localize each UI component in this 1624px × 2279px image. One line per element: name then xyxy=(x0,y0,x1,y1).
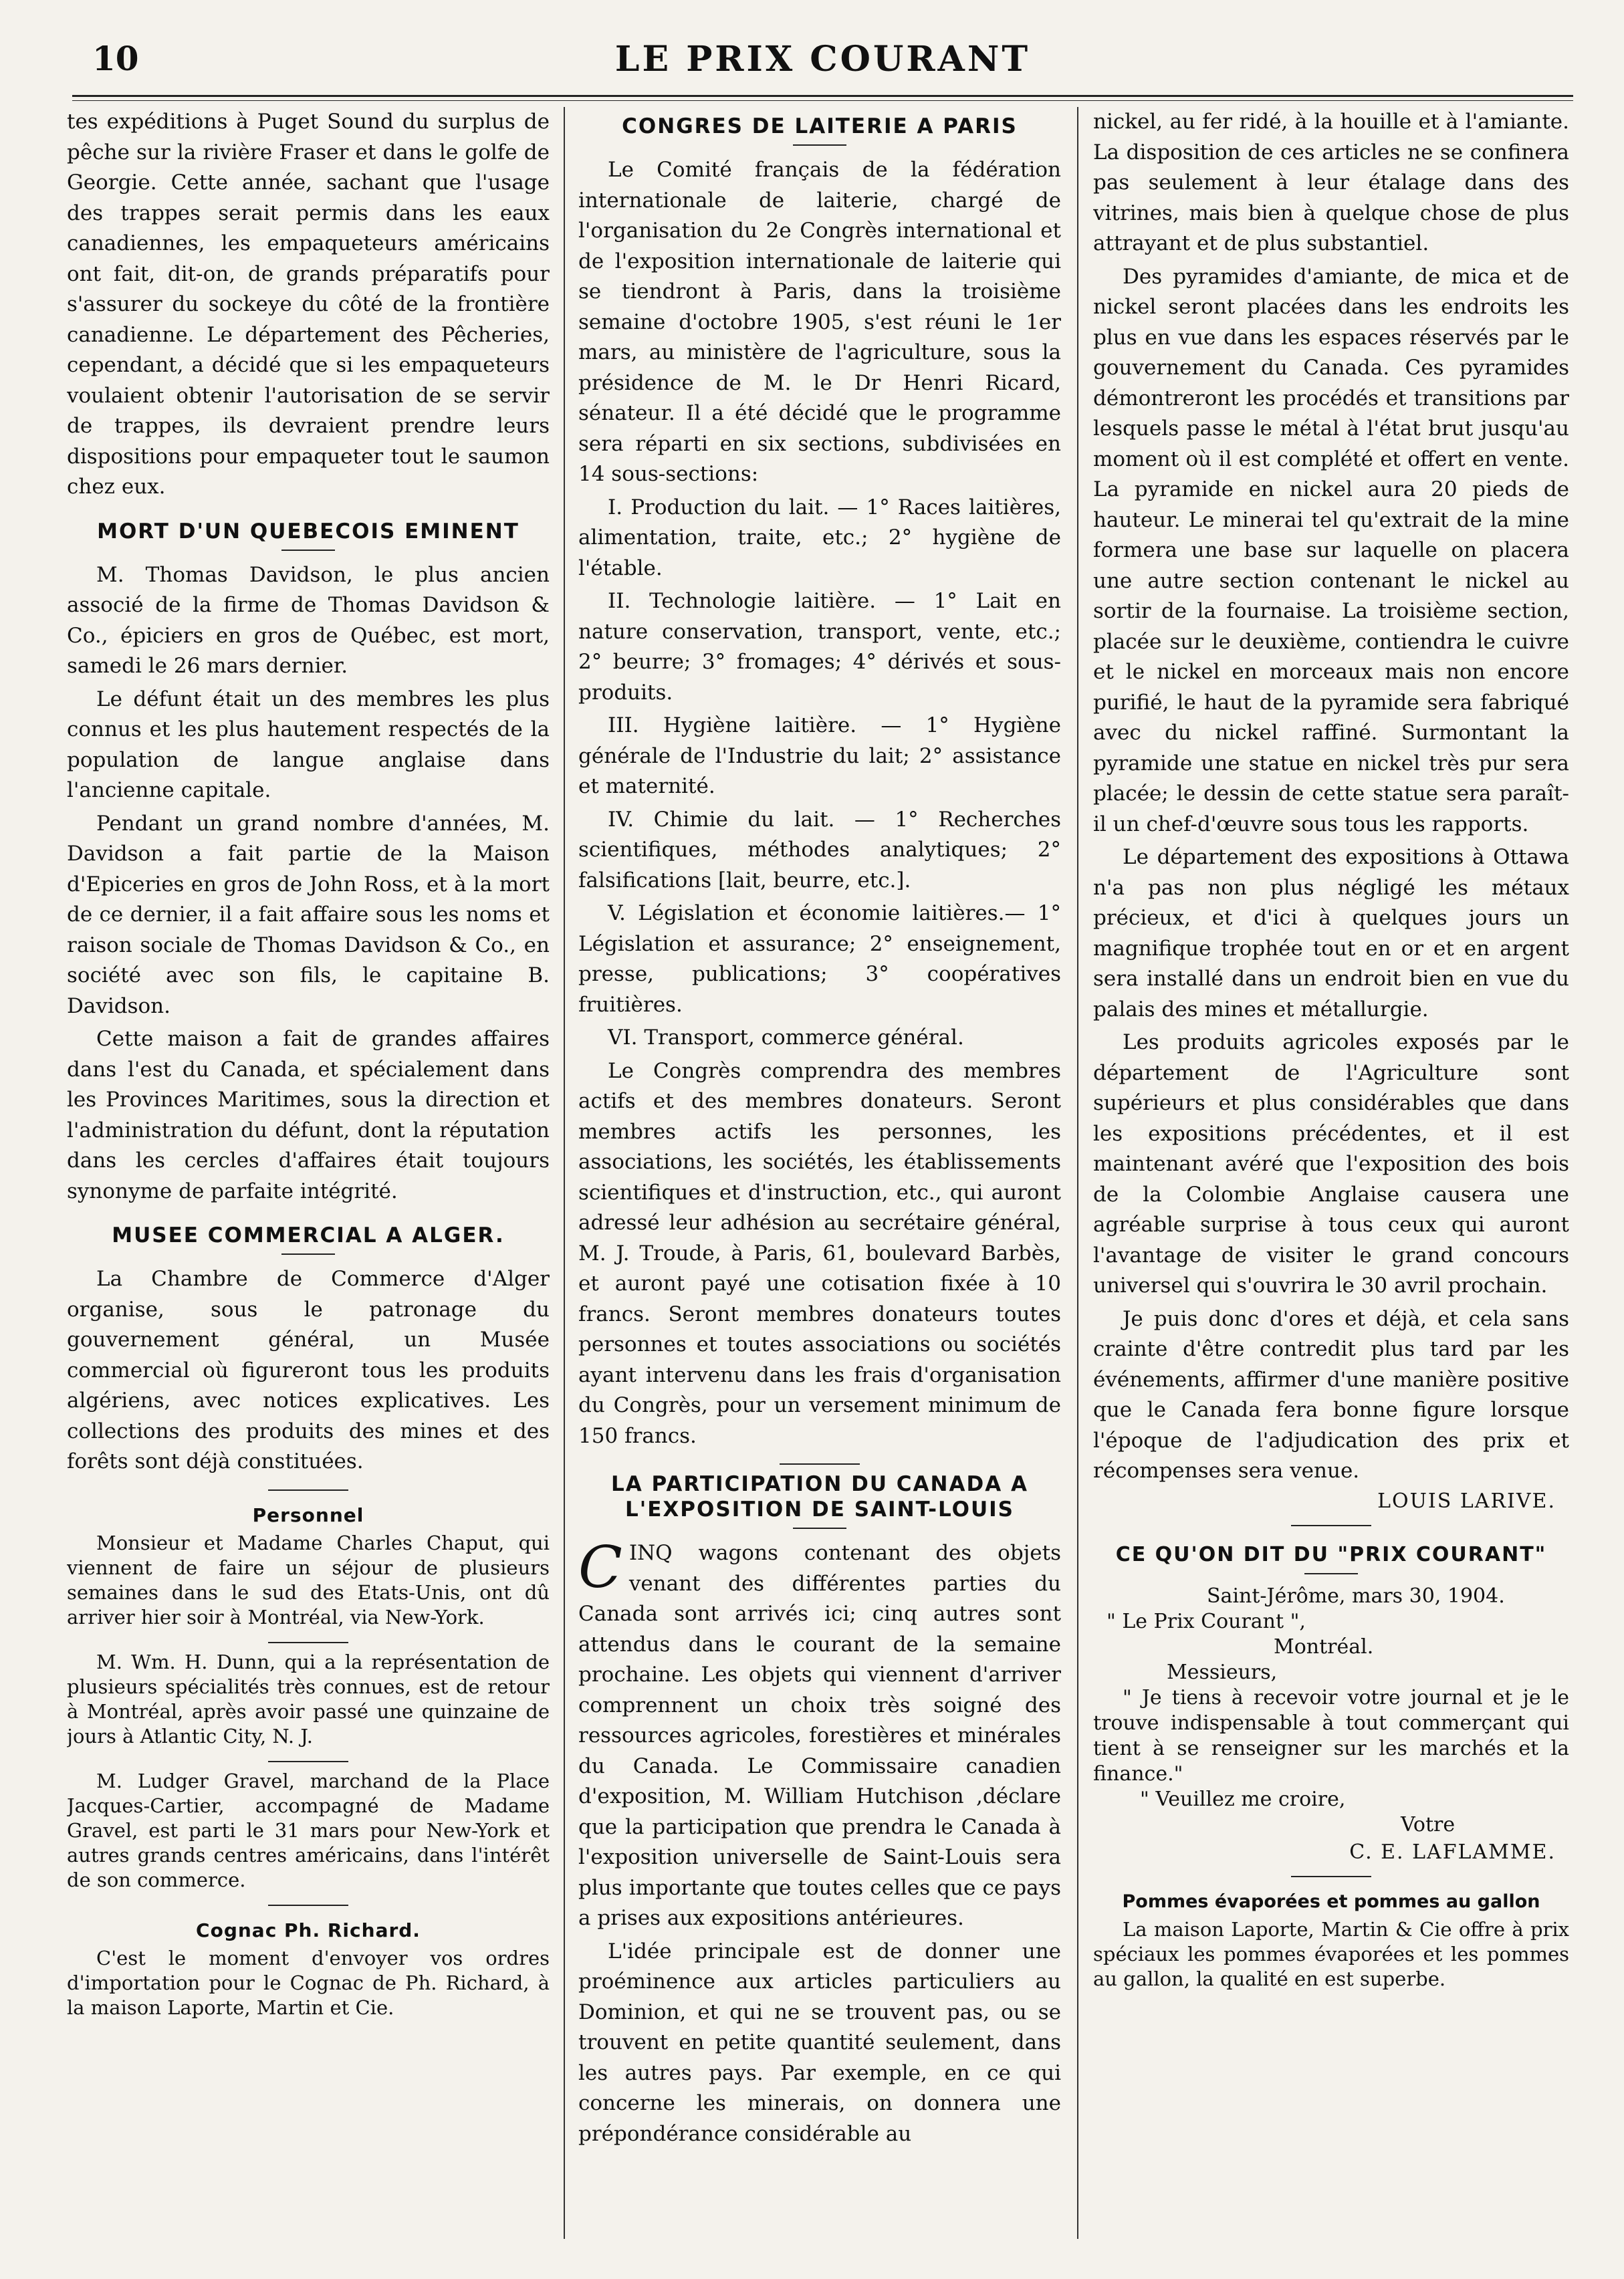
article-paragraph: Pendant un grand nombre d'années, M. Davidson a fait partie de la Maison d'Epiceries en gros de John Ross, et à la mort de ce dernier, il a fait affaire sous les noms et raison sociale de Thomas Davidson & Co., en société avec son fils, le capitaine B. Davidson. xyxy=(67,811,550,1018)
article-paragraph: Le Comité français de la fédération internationale de laiterie, chargé de l'organisation du 2e Congrès international et de l'exposition internationale de laiterie qui se tiendront à Paris, dans la troisième semaine d'octobre 1905, s'est réuni le 1er mars, au ministère de l'agriculture, sous la présidence de M. le Dr Henri Ricard, sénateur. Il a été décidé que le programme sera réparti en six sections, subdivisées en 14 sous-sections: xyxy=(578,158,1061,486)
article-paragraph: Le défunt était un des membres les plus connus et les plus hautement respectés de la population de langue anglaise dans l'ancienne capitale. xyxy=(67,687,550,802)
section-separator xyxy=(780,1463,860,1465)
title-rule xyxy=(281,550,335,551)
article-text: INQ wagons contenant des objets venant des différentes parties du Canada sont arrivés ici; cinq autres sont attendus dans le courant de la semaine prochaine. Les objets qui viennent d'arriver comprennent un choix très soigné des ressources agricoles, forestières et minérales du Canada. Le Commissaire canadien d'exposition, M. William Hutchison ,déclare que la participation que prendra le Canada à l'exposition universelle de Saint-Louis sera plus importante que toutes celles que ce pays a prises aux expositions antérieures. xyxy=(578,1541,1061,1930)
article-paragraph: C'est le moment d'envoyer vos ordres d'importation pour le Cognac de Ph. Richard, à la maison Laporte, Martin et Cie. xyxy=(67,1946,550,2019)
header-rule-thin xyxy=(72,100,1573,101)
column-divider xyxy=(1077,107,1078,2239)
article-paragraph: VI. Transport, commerce général. xyxy=(608,1026,964,1050)
drop-cap: C xyxy=(578,1534,622,1601)
section-separator xyxy=(1291,1525,1371,1526)
section-separator xyxy=(268,1642,348,1643)
article-paragraph: V. Législation et économie laitières.— 1° Législation et assurance; 2° enseignement, presse, publications; 3° coopératives fruitières. xyxy=(578,901,1061,1017)
article-title-personnel: Personnel xyxy=(252,1504,364,1526)
signature-larive: LOUIS LARIVE. xyxy=(1377,1489,1556,1513)
article-paragraph: M. Wm. H. Dunn, qui a la représentation de plusieurs spécialités très connues, est de retour à Montréal, après avoir passé une quinzaine de jours à Atlantic City, N. J. xyxy=(67,1650,550,1748)
column-3 xyxy=(1093,107,1569,2252)
article-paragraph: IV. Chimie du lait. — 1° Recherches scientifiques, méthodes analytiques; 2° falsifications [lait, beurre, etc.]. xyxy=(578,807,1061,892)
letter-recipient: " Le Prix Courant ", xyxy=(1107,1609,1306,1633)
article-paragraph: III. Hygiène laitière. — 1° Hygiène générale de l'Industrie du lait; 2° assistance et maternité. xyxy=(578,713,1061,798)
letter-closing: " Veuillez me croire, xyxy=(1140,1787,1346,1811)
article-title-mort: MORT D'UN QUEBECOIS EMINENT xyxy=(97,519,519,544)
article-paragraph: Je puis donc d'ores et déjà, et cela sans crainte d'être contredit plus tard par les événements, affirmer d'une manière positive que le Canada fera bonne figure lorsque l'époque de l'adjudication des prix et récompenses sera venue. xyxy=(1093,1306,1569,1483)
title-rule xyxy=(1304,1573,1358,1574)
masthead: LE PRIX COURANT xyxy=(614,39,1031,80)
letter-body: " Je tiens à recevoir votre journal et je le trouve indispensable à tout commerçant qui tient à se renseigner sur les marchés et la finance." xyxy=(1093,1685,1569,1786)
article-paragraph: Les produits agricoles exposés par le département de l'Agriculture sont supérieurs et plus considérables que dans les expositions précédentes, et il est maintenant avéré que l'exposition des bois de la Colombie Anglaise causera une agréable surprise à tous ceux qui auront l'avantage de visiter le grand concours universel qui s'ouvrira le 30 avril prochain. xyxy=(1093,1030,1569,1298)
article-title-ce-quon-dit: CE QU'ON DIT DU "PRIX COURANT" xyxy=(1115,1542,1547,1566)
article-paragraph: La Chambre de Commerce d'Alger organise, sous le patronage du gouvernement général, un Musée commercial où figureront tous les produits algériens, avec notices explicatives. Les collections des produits des mines et des forêts sont déjà constituées. xyxy=(67,1267,550,1473)
article-paragraph: I. Production du lait. — 1° Races laitières, alimentation, traite, etc.; 2° hygiène de l'étable. xyxy=(578,495,1061,580)
letter-votre: Votre xyxy=(1401,1812,1456,1836)
column-1 xyxy=(67,107,550,2252)
article-title-participation-2: L'EXPOSITION DE SAINT-LOUIS xyxy=(624,1497,1014,1522)
article-paragraph: Monsieur et Madame Charles Chaput, qui viennent de faire un séjour de plusieurs semaines dans le sud des Etats-Unis, ont dû arriver hier soir à Montréal, via New-York. xyxy=(67,1531,550,1629)
article-title-musee: MUSEE COMMERCIAL A ALGER. xyxy=(112,1223,505,1247)
article-paragraph: nickel, au fer ridé, à la houille et à l'amiante. La disposition de ces articles ne se confinera pas seulement à leur étalage dans des vitrines, mais bien à quelque chose de plus attrayant et de plus substantiel. xyxy=(1093,110,1569,255)
section-separator xyxy=(268,1489,348,1491)
article-paragraph: M. Ludger Gravel, marchand de la Place Jacques-Cartier, accompagné de Madame Gravel, est parti le 31 mars pour New-York et autres grands centres américains, dans l'intérêt de son commerce. xyxy=(67,1769,550,1891)
article-paragraph: Des pyramides d'amiante, de mica et de nickel seront placées dans les endroits les plus en vue dans les espaces réservés par le gouvernement du Canada. Ces pyramides démontreront les procédés et transitions par lesquels passe le métal à l'état brut jusqu'au moment où il est complété et offert en vente. La pyramide en nickel aura 20 pieds de hauteur. Le minerai tel qu'extrait de la mine formera une base sur laquelle on placera une autre section contenant le nickel au sortir de la fournaise. La troisième section, placée sur le deuxième, contiendra le cuivre et le nickel en morceaux mais non encore purifié, le haut de la pyramide sera fabriqué avec du nickel raffiné. Surmontant la pyramide une statue en nickel très pur sera placée; le dessin de cette statue sera paraît-il un chef-d'œuvre sous tous les rapports. xyxy=(1093,264,1569,836)
title-rule xyxy=(793,1528,846,1529)
article-paragraph: L'idée principale est de donner une proéminence aux articles particuliers au Dominion, et qui ne se trouvent pas, ou se trouvent en petite quantité seulement, dans les autres pays. Par exemple, en ce qui concerne les minerais, on donnera une prépondérance considérable au xyxy=(578,1939,1061,2146)
column-2 xyxy=(578,107,1061,2252)
article-paragraph: tes expéditions à Puget Sound du surplus de pêche sur la rivière Fraser et dans le golfe de Georgie. Cette année, sachant que l'usage des trappes serait permis dans les eaux canadiennes, les empaqueteurs américains ont fait, dit-on, de grands préparatifs pour s'assurer du sockeye du côté de la frontière canadienne. Le département des Pêcheries, cependant, a décidé que si les empaqueteurs voulaient obtenir l'autorisation de se servir de trappes, ils devraient prendre leurs dispositions pour empaqueter tout le saumon chez eux. xyxy=(67,110,550,499)
section-separator xyxy=(1291,1876,1371,1877)
letter-city: Montréal. xyxy=(1274,1635,1374,1659)
header-rule xyxy=(72,95,1573,97)
letter-place-date: Saint-Jérôme, mars 30, 1904. xyxy=(1207,1584,1505,1608)
article-title-participation-1: LA PARTICIPATION DU CANADA A xyxy=(611,1472,1028,1496)
signature-laflamme: C. E. LAFLAMME. xyxy=(1349,1840,1556,1864)
article-title-cognac: Cognac Ph. Richard. xyxy=(196,1919,421,1941)
article-paragraph: M. Thomas Davidson, le plus ancien associé de la firme de Thomas Davidson & Co., épiciers en gros de Québec, est mort, samedi le 26 mars dernier. xyxy=(67,562,550,678)
article-title-congres: CONGRES DE LAITERIE A PARIS xyxy=(622,114,1018,138)
title-rule xyxy=(281,1253,335,1255)
article-paragraph: Le département des expositions à Ottawa n'a pas non plus négligé les métaux précieux, et d'ici à quelques jours un magnifique trophée tout en or et en argent sera installé dans un endroit bien en vue du palais des mines et métallurgie. xyxy=(1093,845,1569,1022)
section-separator xyxy=(268,1905,348,1906)
page-header xyxy=(72,39,1573,86)
page-number: 10 xyxy=(92,39,139,78)
column-divider xyxy=(564,107,565,2239)
article-title-pommes: Pommes évaporées et pommes au gallon xyxy=(1122,1891,1540,1912)
article-paragraph: II. Technologie laitière. — 1° Lait en nature conservation, transport, vente, etc.; 2° beurre; 3° fromages; 4° dérivés et sous-produits. xyxy=(578,589,1061,705)
title-rule xyxy=(793,144,846,146)
article-paragraph: La maison Laporte, Martin & Cie offre à prix spéciaux les pommes évaporées et les pommes au gallon, la qualité en est superbe. xyxy=(1093,1917,1569,1990)
article-paragraph: Le Congrès comprendra des membres actifs et des membres donateurs. Seront membres actifs les personnes, les associations, les sociétés, les établissements scientifiques et d'instruction, etc., qui auront adressé leur adhésion au secrétaire général, M. J. Troude, à Paris, 61, boulevard Barbès, et auront payé une cotisation fixée à 10 francs. Seront membres donateurs toutes personnes et toutes associations ou sociétés ayant intervenu dans les frais d'organisation du Congrès, pour un versement minimum de 150 francs. xyxy=(578,1058,1061,1448)
article-paragraph: Cette maison a fait de grandes affaires dans l'est du Canada, et spécialement dans les Provinces Maritimes, sous la direction et l'administration du défunt, dont la réputation dans les cercles d'affaires était toujours synonyme de parfaite intégrité. xyxy=(67,1027,550,1203)
article-paragraph xyxy=(578,1534,1061,1934)
letter-salutation: Messieurs, xyxy=(1167,1660,1278,1684)
section-separator xyxy=(268,1761,348,1762)
